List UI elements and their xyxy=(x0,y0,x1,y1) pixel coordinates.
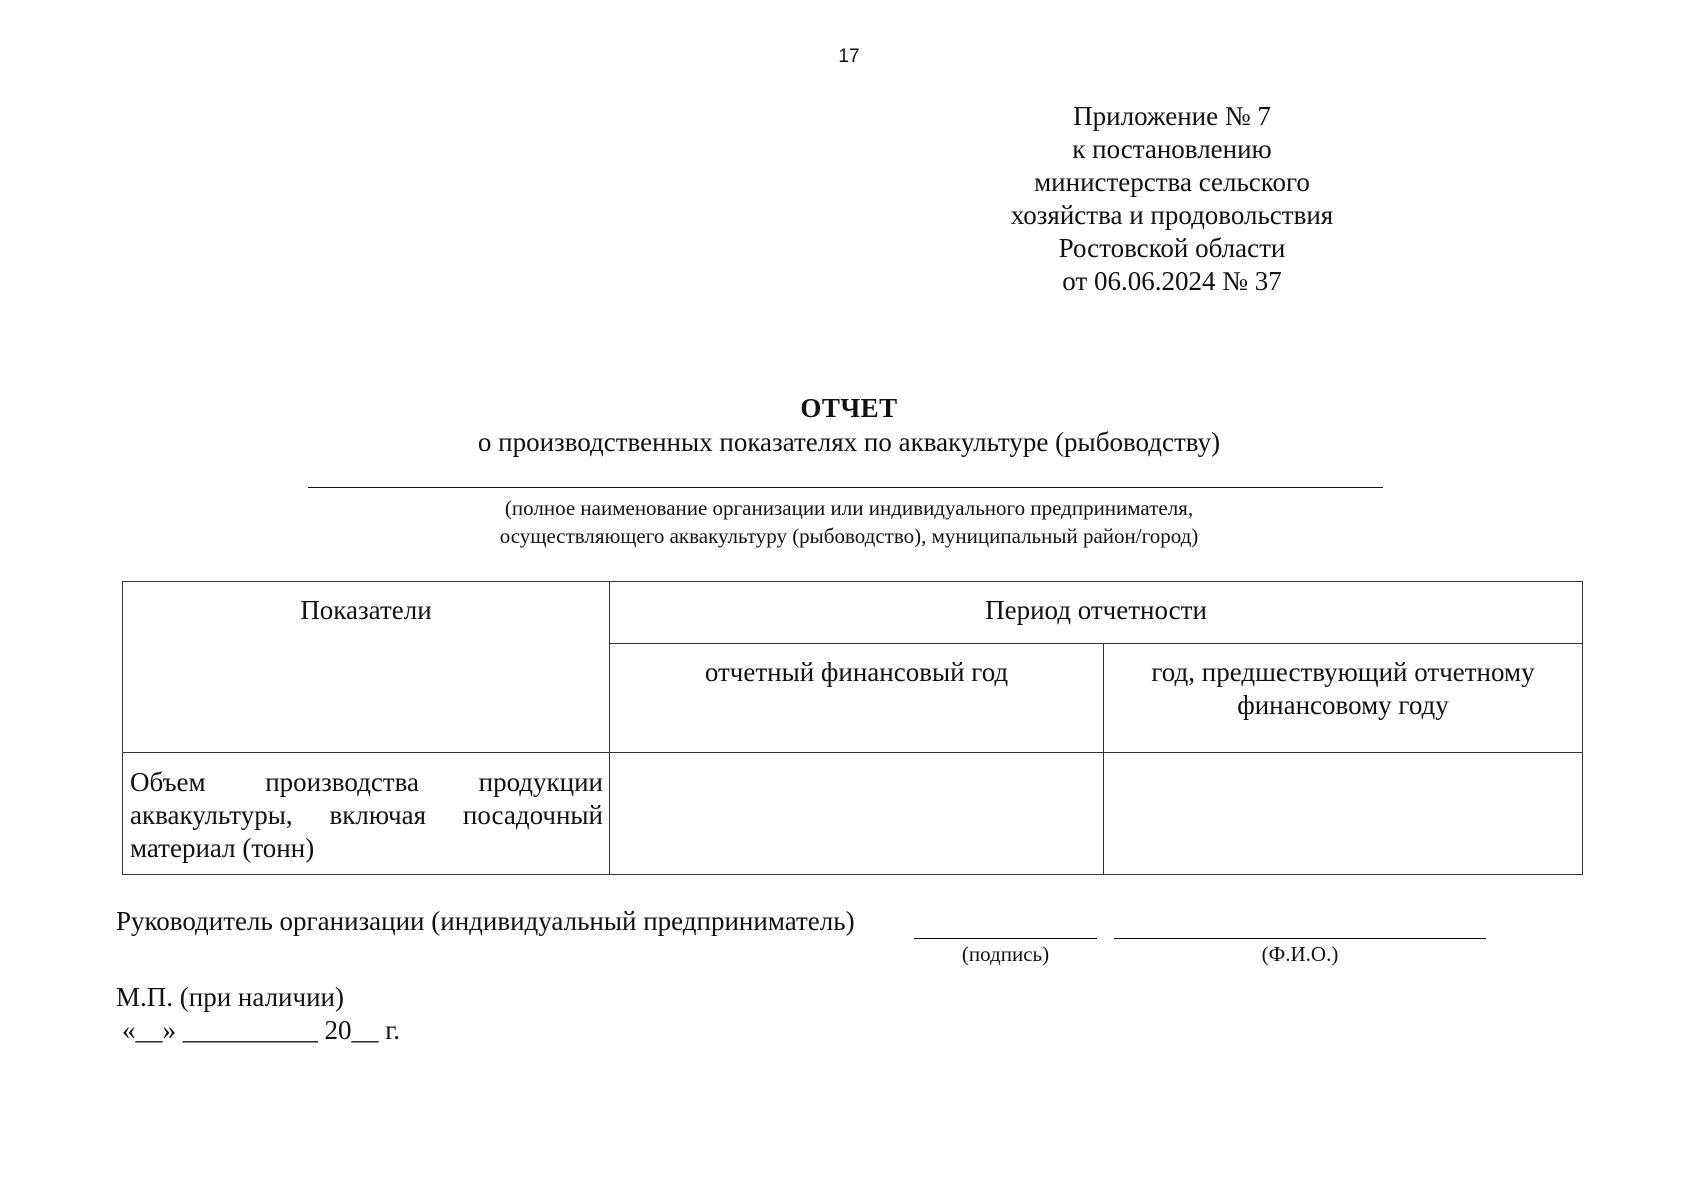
signature-caption: (подпись) xyxy=(961,942,1050,966)
appendix-line: к постановлению xyxy=(1072,134,1272,164)
head-label: Руководитель организации (индивидуальный предприниматель) xyxy=(116,906,855,936)
appendix-line: Приложение № 7 xyxy=(1073,101,1271,131)
appendix-line: Ростовской области xyxy=(1058,233,1286,263)
full-name-caption: (Ф.И.О.) xyxy=(1261,942,1339,966)
report-title: ОТЧЕТ xyxy=(800,393,898,423)
appendix-line: министерства сельского xyxy=(1034,167,1310,197)
date-line: «__» __________ 20__ г. xyxy=(122,1015,401,1045)
cell-current-year[interactable] xyxy=(610,753,1104,875)
cell-previous-year[interactable] xyxy=(1104,753,1583,875)
report-subtitle: о производственных показателях по аквакультуре (рыбоводству) xyxy=(477,427,1221,457)
header-previous-year xyxy=(1104,644,1583,753)
table-row xyxy=(123,753,1583,875)
organization-name-line xyxy=(308,487,1383,488)
signature-line[interactable] xyxy=(914,938,1097,939)
report-table xyxy=(122,581,1583,875)
appendix-line: хозяйства и продовольствия xyxy=(1010,200,1334,230)
page-number: 17 xyxy=(838,46,860,67)
header-indicators: Показатели xyxy=(123,582,610,753)
organization-name-caption xyxy=(0,494,1698,550)
full-name-line[interactable] xyxy=(1114,938,1486,939)
caption-line: осуществляющего аквакультуру (рыбоводство), муниципальный район/город) xyxy=(499,524,1199,548)
header-current-year: отчетный финансовый год xyxy=(610,644,1104,753)
stamp-label: М.П. (при наличии) xyxy=(116,982,344,1012)
header-previous-year-text: год, предшествующий отчетному финансовому году xyxy=(1151,657,1535,720)
row-label: Объем производства продукции аквакультуры, включая посадочный материал (тонн) xyxy=(123,753,610,875)
header-reporting-period: Период отчетности xyxy=(610,582,1583,644)
appendix-line: от 06.06.2024 № 37 xyxy=(1062,266,1282,296)
caption-line: (полное наименование организации или индивидуального предпринимателя, xyxy=(504,496,1194,520)
appendix-block xyxy=(962,100,1382,298)
